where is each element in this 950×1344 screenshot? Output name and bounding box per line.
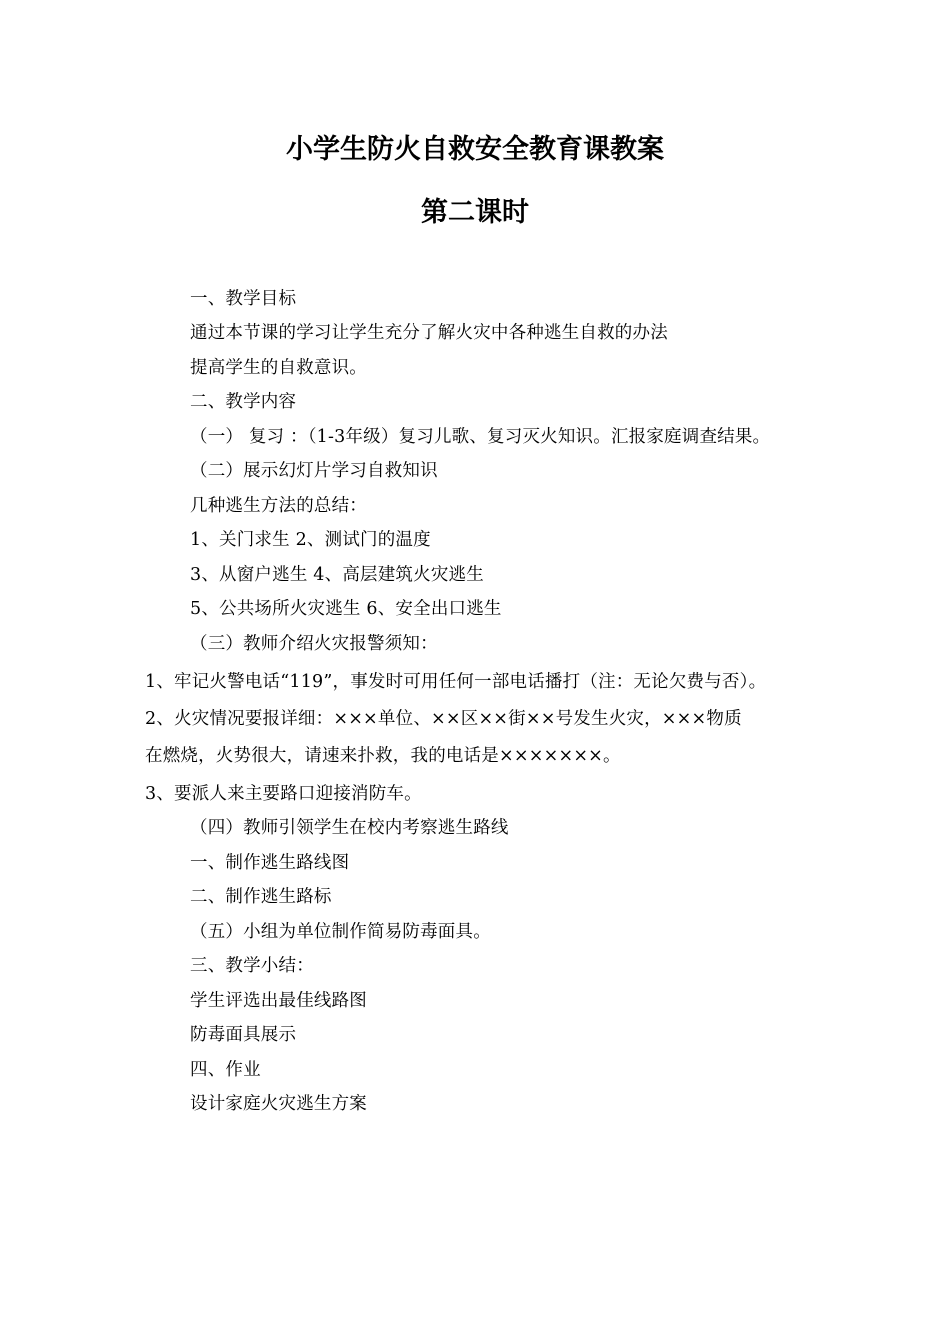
paragraph-line: 提高学生的自救意识。 <box>190 358 367 378</box>
list-item: 一、制作逃生路线图 <box>190 853 350 873</box>
document-title: 小学生防火自救安全教育课教案 <box>286 134 664 165</box>
section-heading-summary: 三、教学小结： <box>190 956 314 976</box>
list-item: 2、火灾情况要报详细：×××单位、××区××街××号发生火灾，×××物质 <box>145 709 742 729</box>
paragraph-line: （二）展示幻灯片学习自救知识 <box>190 461 438 481</box>
list-item: 二、制作逃生路标 <box>190 887 332 907</box>
document-subtitle: 第二课时 <box>421 197 529 228</box>
section-heading-objectives: 一、教学目标 <box>190 289 297 309</box>
list-item: 1、关门求生 2、测试门的温度 <box>190 530 431 550</box>
list-item: 1、牢记火警电话“119”，事发时可用任何一部电话播打（注：无论欠费与否）。 <box>145 672 767 692</box>
paragraph-line: （四）教师引领学生在校内考察逃生路线 <box>190 818 509 838</box>
list-item: 5、公共场所火灾逃生 6、安全出口逃生 <box>190 599 502 619</box>
paragraph-line: 防毒面具展示 <box>190 1025 297 1045</box>
list-item: 3、从窗户逃生 4、高层建筑火灾逃生 <box>190 565 484 585</box>
paragraph-line: 在燃烧，火势很大，请速来扑救，我的电话是×××××××。 <box>145 746 621 766</box>
paragraph-line: 通过本节课的学习让学生充分了解火灾中各种逃生自救的办法 <box>190 323 668 343</box>
paragraph-line: （一） 复习 ：（1-3年级）复习儿歌、复习灭火知识。汇报家庭调查结果。 <box>190 427 771 447</box>
paragraph-line: 学生评选出最佳线路图 <box>190 991 367 1011</box>
paragraph-line: （五）小组为单位制作简易防毒面具。 <box>190 922 491 942</box>
list-item: 3、要派人来主要路口迎接消防车。 <box>145 784 422 804</box>
paragraph-line: （三）教师介绍火灾报警须知： <box>190 634 438 654</box>
paragraph-line: 设计家庭火灾逃生方案 <box>190 1094 367 1114</box>
section-heading-homework: 四、作业 <box>190 1060 261 1080</box>
section-heading-content: 二、教学内容 <box>190 392 297 412</box>
paragraph-line: 几种逃生方法的总结： <box>190 496 367 516</box>
